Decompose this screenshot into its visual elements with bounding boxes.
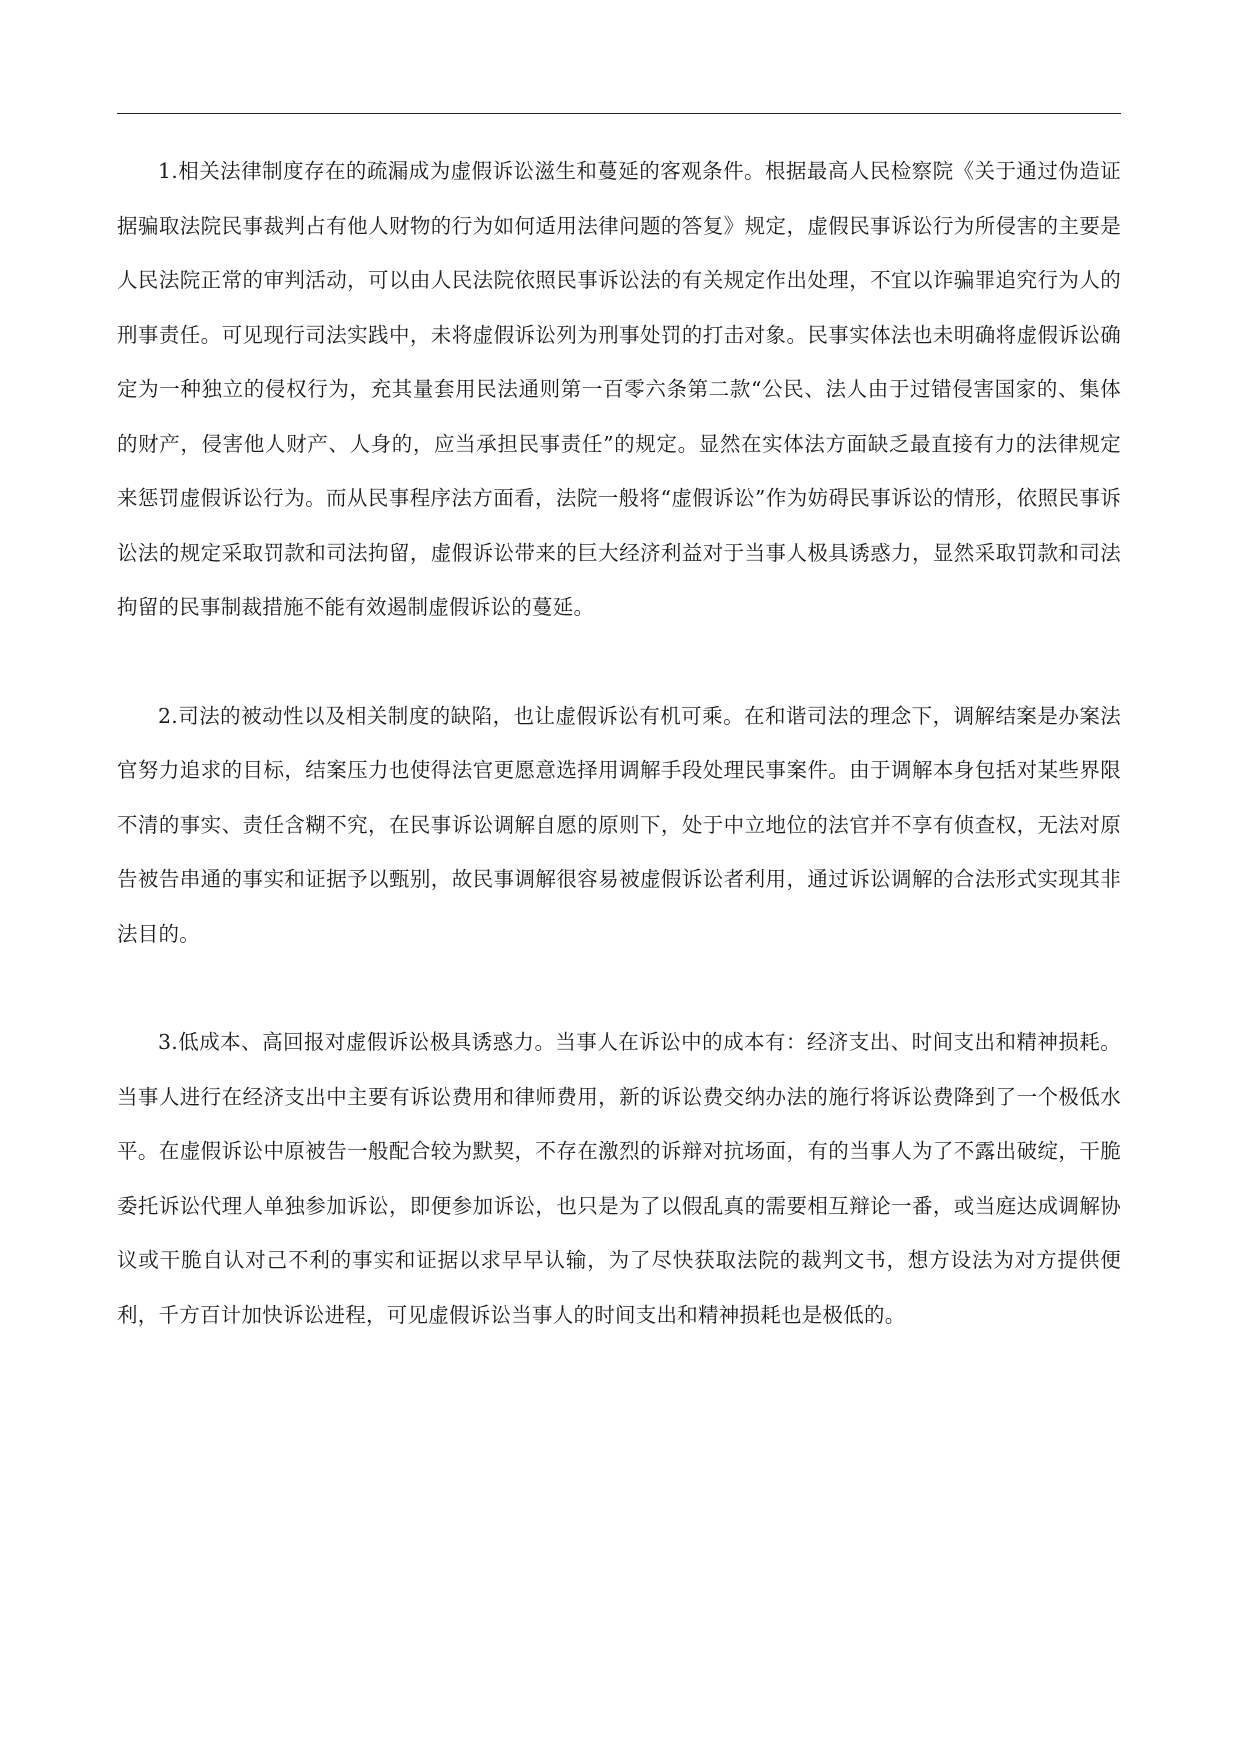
- paragraph-2: 2.司法的被动性以及相关制度的缺陷，也让虚假诉讼有机可乘。在和谐司法的理念下，调解结案是办案法官努力追求的目标，结案压力也使得法官更愿意选择用调解手段处理民事案件。由于调解本身包括对某些界限不清的事实、责任含糊不究，在民事诉讼调解自愿的原则下，处于中立地位的法官并不享有侦查权，无法对原告被告串通的事实和证据予以甄别，故民事调解很容易被虚假诉讼者利用，通过诉讼调解的合法形式实现其非法目的。: [117, 703, 1121, 946]
- document-body: [117, 144, 1121, 1342]
- header-divider: [117, 113, 1121, 114]
- paragraph-3: 3.低成本、高回报对虚假诉讼极具诱惑力。当事人在诉讼中的成本有：经济支出、时间支出和精神损耗。当事人进行在经济支出中主要有诉讼费用和律师费用，新的诉讼费交纳办法的施行将诉讼费降到了一个极低水平。在虚假诉讼中原被告一般配合较为默契，不存在激烈的诉辩对抗场面，有的当事人为了不露出破绽，干脆委托诉讼代理人单独参加诉讼，即便参加诉讼，也只是为了以假乱真的需要相互辩论一番，或当庭达成调解协议或干脆自认对己不利的事实和证据以求早早认输，为了尽快获取法院的裁判文书，想方设法为对方提供便利，千方百计加快诉讼进程，可见虚假诉讼当事人的时间支出和精神损耗也是极低的。: [117, 1030, 1121, 1327]
- paragraph-1: 1.相关法律制度存在的疏漏成为虚假诉讼滋生和蔓延的客观条件。根据最高人民检察院《关于通过伪造证据骗取法院民事裁判占有他人财物的行为如何适用法律问题的答复》规定，虚假民事诉讼行为所侵害的主要是人民法院正常的审判活动，可以由人民法院依照民事诉讼法的有关规定作出处理，不宜以诈骗罪追究行为人的刑事责任。可见现行司法实践中，未将虚假诉讼列为刑事处罚的打击对象。民事实体法也未明确将虚假诉讼确定为一种独立的侵权行为，充其量套用民法通则第一百零六条第二款“公民、法人由于过错侵害国家的、集体的财产，侵害他人财产、人身的，应当承担民事责任”的规定。显然在实体法方面缺乏最直接有力的法律规定来惩罚虚假诉讼行为。而从民事程序法方面看，法院一般将“虚假诉讼”作为妨碍民事诉讼的情形，依照民事诉讼法的规定采取罚款和司法拘留，虚假诉讼带来的巨大经济利益对于当事人极具诱惑力，显然采取罚款和司法拘留的民事制裁措施不能有效遏制虚假诉讼的蔓延。: [117, 159, 1121, 619]
